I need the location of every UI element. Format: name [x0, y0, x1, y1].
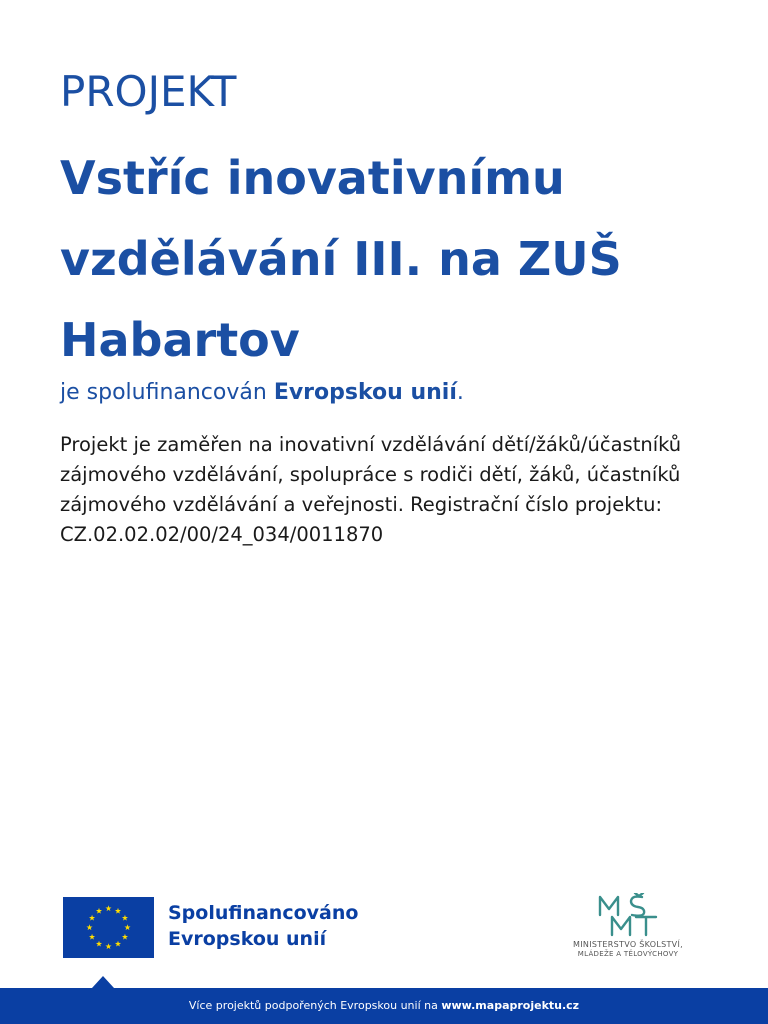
- msmt-name-line2: MLÁDEŽE A TĚLOVÝCHOVY: [577, 950, 679, 958]
- cofinance-suffix: .: [456, 380, 464, 405]
- page-kicker: PROJEKT: [60, 67, 237, 116]
- cofinance-prefix: je spolufinancován: [60, 380, 274, 405]
- eu-flag-icon: [63, 897, 154, 958]
- project-description: Projekt je zaměřen na inovativní vzdělávání dětí/žáků/účastníků zájmového vzdělávání, spolupráce s rodiči dětí, žáků, účastníků zájmového vzdělávání a veřejnosti. Registrační číslo projektu: CZ.02.02.02/00/24_034/0011870: [60, 433, 682, 546]
- footer-link[interactable]: www.mapaprojektu.cz: [441, 999, 580, 1012]
- eu-cofinance-label: [168, 900, 358, 952]
- eu-flag-stars: [63, 897, 154, 958]
- footer-notch: [92, 976, 114, 988]
- project-title: Vstříc inovativnímu vzdělávání III. na ZUŠ Habartov: [60, 151, 622, 367]
- cofinance-emphasis: Evropskou unií: [273, 380, 457, 405]
- eu-label-line2: Evropskou unií: [168, 928, 327, 950]
- cofinance-statement: [60, 377, 464, 409]
- msmt-logo: [558, 893, 698, 965]
- footer-text: Více projektů podpořených Evropskou unií na: [188, 999, 442, 1012]
- eu-label-line1: Spolufinancováno: [168, 902, 359, 924]
- footer-bar: [0, 988, 768, 1024]
- msmt-name-line1: MINISTERSTVO ŠKOLSTVÍ,: [573, 940, 683, 949]
- msmt-mark-icon: [594, 893, 664, 937]
